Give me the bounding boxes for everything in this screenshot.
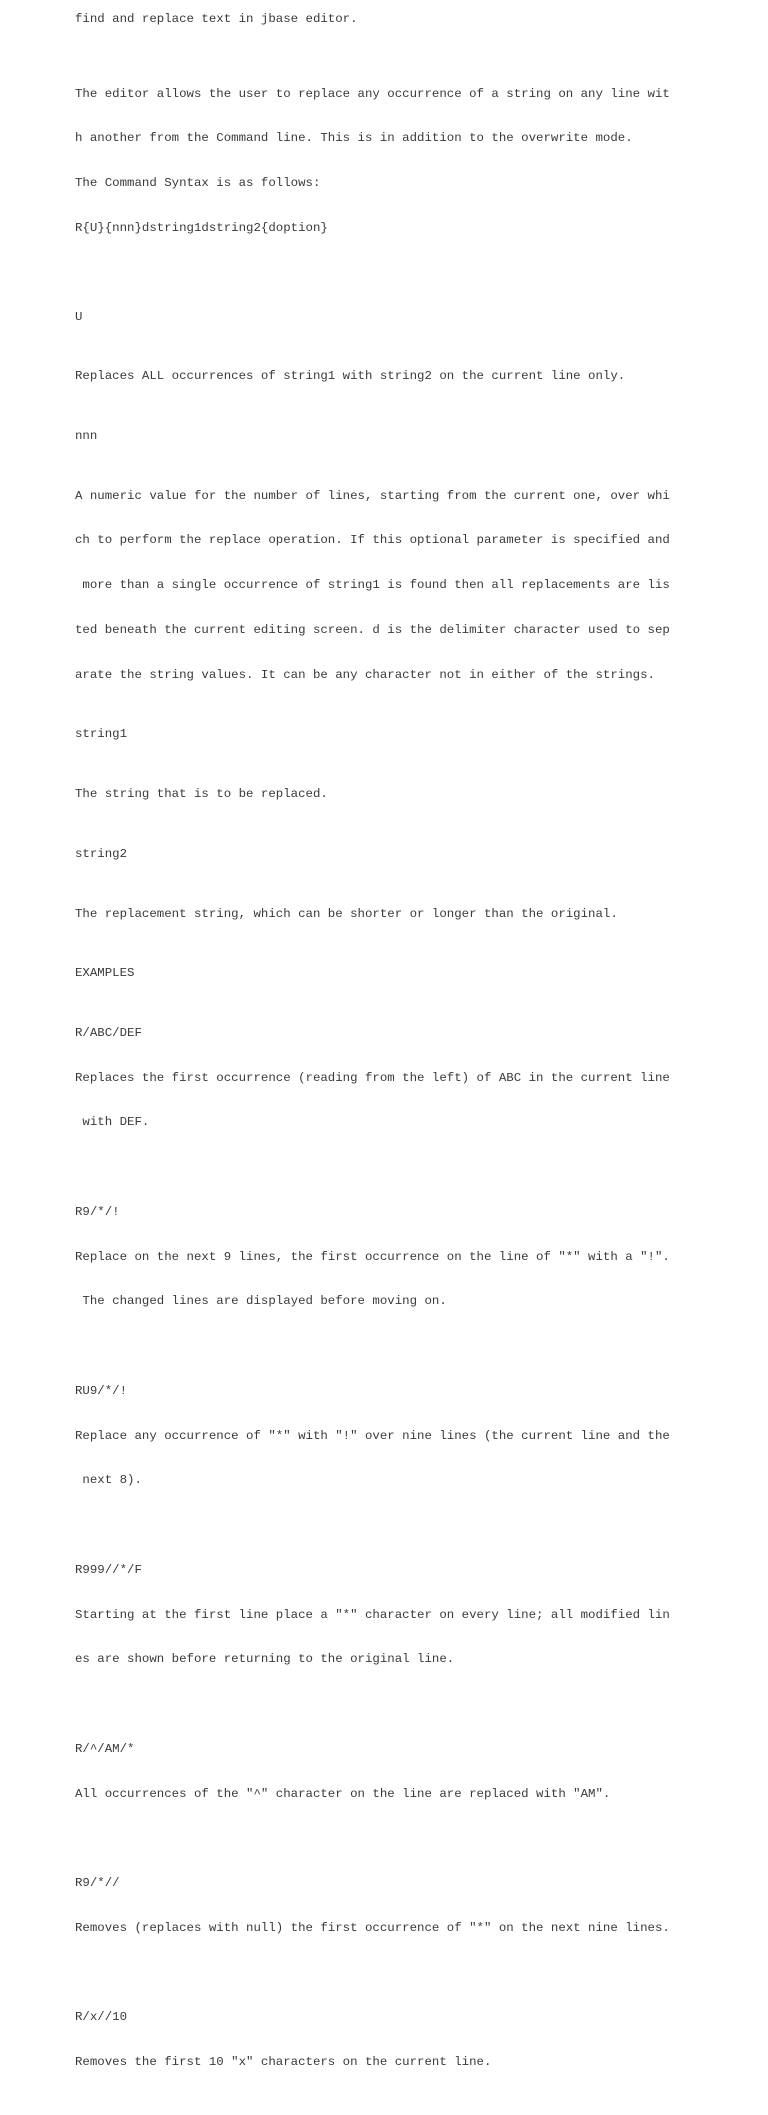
example-command: R9/*/! <box>75 1204 120 1219</box>
intro-line: The editor allows the user to replace any occurrence of a string on any line wit <box>75 86 670 101</box>
example-item <box>75 1846 695 1965</box>
example-item <box>75 996 695 1160</box>
desc-line: The replacement string, which can be shorter or longer than the original. <box>75 906 618 921</box>
intro-line: The Command Syntax is as follows: <box>75 176 321 191</box>
desc-line: The string that is to be replaced. <box>75 787 328 802</box>
example-command: R/ABC/DEF <box>75 1025 142 1040</box>
desc-line: A numeric value for the number of lines, starting from the current one, over whi <box>75 488 670 503</box>
param-term-u: U <box>75 309 83 324</box>
example-command: R9/*// <box>75 1876 120 1891</box>
example-item <box>75 1175 695 1339</box>
document-page <box>75 12 695 2115</box>
example-command: R/^/AM/* <box>75 1741 135 1756</box>
desc-line: with DEF. <box>75 1115 150 1130</box>
desc-line: Removes the first 10 "x" characters on the current line. <box>75 2055 492 2070</box>
param-desc-u <box>75 340 695 415</box>
examples-heading: EXAMPLES <box>75 966 135 981</box>
desc-line: es are shown before returning to the original line. <box>75 1652 455 1667</box>
desc-line: Starting at the first line place a "*" character on every line; all modified lin <box>75 1607 670 1622</box>
syntax-line: R{U}{nnn}dstring1dstring2{doption} <box>75 220 328 235</box>
desc-line: Replace on the next 9 lines, the first occurrence on the line of "*" with a "!". <box>75 1249 670 1264</box>
example-item <box>75 1354 695 1518</box>
param-desc-string2 <box>75 877 695 952</box>
example-command: R/x//10 <box>75 2010 128 2025</box>
desc-line: arate the string values. It can be any character not in either of the strings. <box>75 667 655 682</box>
param-desc-nnn <box>75 459 695 712</box>
param-term-nnn: nnn <box>75 429 98 444</box>
desc-line: Replace any occurrence of "*" with "!" over nine lines (the current line and the <box>75 1428 670 1443</box>
desc-line: Replaces ALL occurrences of string1 with string2 on the current line only. <box>75 369 626 384</box>
intro-line: h another from the Command line. This is in addition to the overwrite mode. <box>75 131 633 146</box>
param-desc-string1 <box>75 757 695 832</box>
param-term-string2: string2 <box>75 846 128 861</box>
example-item <box>75 1981 695 2100</box>
desc-line: Replaces the first occurrence (reading from the left) of ABC in the current line <box>75 1070 670 1085</box>
desc-line: Removes (replaces with null) the first occurrence of "*" on the next nine lines. <box>75 1920 670 1935</box>
example-command: RU9/*/! <box>75 1383 128 1398</box>
example-item <box>75 1712 695 1831</box>
param-term-string1: string1 <box>75 727 128 742</box>
desc-line: The changed lines are displayed before moving on. <box>75 1294 447 1309</box>
desc-line: All occurrences of the "^" character on the line are replaced with "AM". <box>75 1786 611 1801</box>
page-title: find and replace text in jbase editor. <box>75 12 358 26</box>
desc-line: more than a single occurrence of string1 is found then all replacements are lis <box>75 578 670 593</box>
example-item <box>75 1533 695 1697</box>
desc-line: next 8). <box>75 1473 142 1488</box>
desc-line: ted beneath the current editing screen. d is the delimiter character used to sep <box>75 622 670 637</box>
desc-line: ch to perform the replace operation. If this optional parameter is specified and <box>75 533 670 548</box>
example-command: R999//*/F <box>75 1562 142 1577</box>
intro-paragraph <box>75 57 695 266</box>
